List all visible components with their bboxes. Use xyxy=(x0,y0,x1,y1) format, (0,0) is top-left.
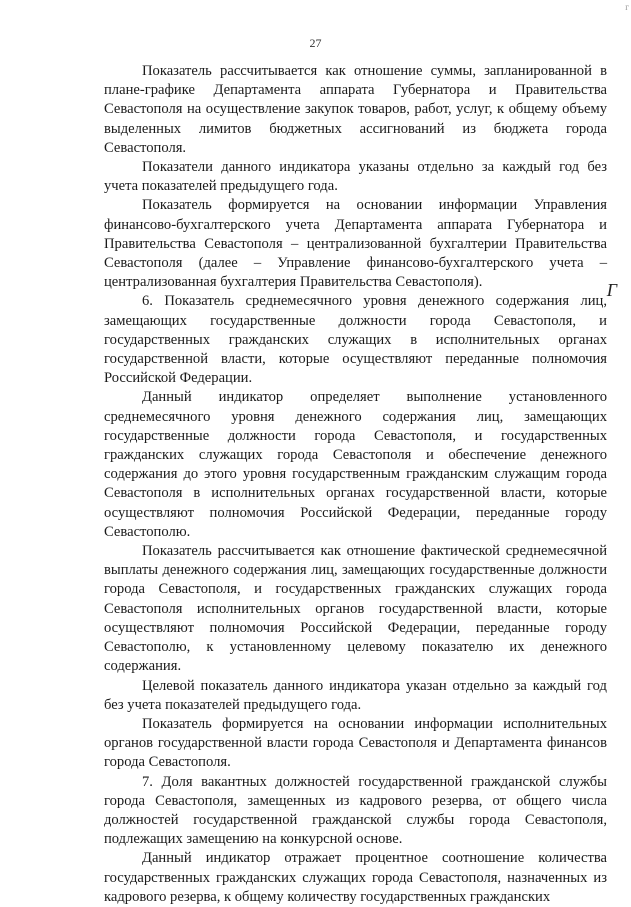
paragraph-1: Показатель рассчитывается как отношение суммы, запланированной в плане-графике Департамента аппарата Губернатора и Правительства Севастополя на осуществление закупок товаров, работ, услуг, к общему объему выделенных лимитов бюджетных ассигнований из бюджета города Севастополя. xyxy=(104,63,607,156)
paragraph-4-indicator-6: 6. Показатель среднемесячного уровня денежного содержания лиц, замещающих государственные должности города Севастополя, и государственных гражданских служащих в исполнительных органах государственной власти, которые осуществляют переданные полномочия Российской Федерации. xyxy=(104,293,607,387)
paragraph-6: Показатель рассчитывается как отношение фактической среднемесячной выплаты денежного содержания лиц, замещающих государственные должности города Севастополя, и государственных гражданских служащих города Севастополя исполнительных органов государственной власти, которые осуществляют полномочия Российской Федерации, переданные городу Севастополю, к установленному целевому показателю их денежного содержания. xyxy=(104,543,607,675)
page-number: 27 xyxy=(309,36,322,50)
paragraph-7: Целевой показатель данного индикатора указан отдельно за каждый год без учета показателей предыдущего года. xyxy=(104,677,607,713)
paragraph-10: Данный индикатор отражает процентное соотношение количества государственных гражданских служащих города Севастополя, назначенных из кадрового резерва, к общему количеству государственных гражданских xyxy=(104,850,607,905)
handwritten-mark: Г xyxy=(606,280,617,300)
document-body xyxy=(104,62,607,907)
paragraph-5: Данный индикатор определяет выполнение установленного среднемесячного уровня денежного содержания лиц, замещающих государственные должности города Севастополя, и государственных гражданских служащих города Севастополя и обеспечение денежного содержания до этого уровня государственным гражданским служащим города Севастополя в исполнительных органах государственной власти, которые осуществляют полномочия Российской Федерации, переданные городу Севастополю. xyxy=(104,389,607,540)
paragraph-3: Показатель формируется на основании информации Управления финансово-бухгалтерского учета Департамента аппарата Губернатора и Правительства Севастополя – централизованной бухгалтерии Правительства Севастополя (далее – Управление финансово-бухгалтерского учета – централизованная бухгалтерия Правительства Севастополя). xyxy=(104,197,607,291)
corner-mark: г xyxy=(625,2,629,12)
paragraph-9-indicator-7: 7. Доля вакантных должностей государственной гражданской службы города Севастополя, замещенных из кадрового резерва, от общего числа должностей государственной гражданской службы города Севастополя, подлежащих замещению на конкурсной основе. xyxy=(104,773,607,848)
paragraph-8: Показатель формируется на основании информации исполнительных органов государственной власти города Севастополя и Департамента финансов города Севастополя. xyxy=(104,715,607,771)
paragraph-2: Показатели данного индикатора указаны отдельно за каждый год без учета показателей предыдущего года. xyxy=(104,159,607,195)
